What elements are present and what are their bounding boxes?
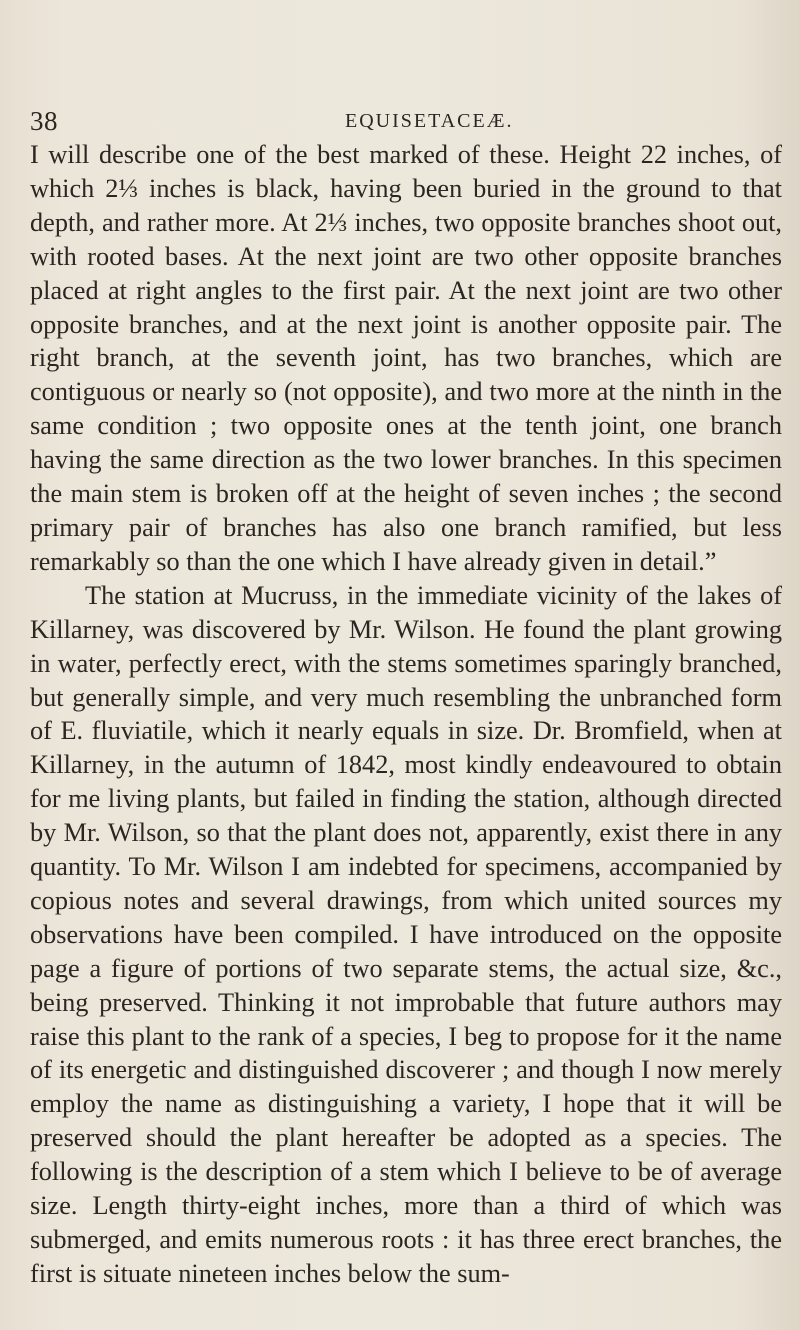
page-header xyxy=(0,106,800,136)
running-head: EQUISETACEÆ. xyxy=(345,110,514,132)
paragraph-mucruss-station: The station at Mucruss, in the immediate vicinity of the lakes of Killarney, was discovered by Mr. Wilson. He found the plant growing in water, perfectly erect, with the stems sometimes sparingly branched, but generally simple, and very much resembling the unbranched form of E. fluviatile, which it nearly equals in size. Dr. Bromfield, when at Killarney, in the autumn of 1842, most kindly endeavoured to obtain for me living plants, but failed in finding the station, although directed by Mr. Wilson, so that the plant does not, apparently, exist there in any quantity. To Mr. Wilson I am indebted for specimens, accompanied by copious notes and several drawings, from which united sources my observations have been compiled. I have introduced on the opposite page a figure of portions of two separate stems, the actual size, &c., being preserved. Thinking it not improbable that future authors may raise this plant to the rank of a species, I beg to propose for it the name of its energetic and distinguished discoverer ; and though I now merely employ the name as distinguishing a variety, I hope that it will be preserved should the plant hereafter be adopted as a species. The following is the description of a stem which I believe to be of average size. Length thirty-eight inches, more than a third of which was submerged, and emits numerous roots : it has three erect branches, the first is situate nineteen inches below the sum- xyxy=(30,580,782,1288)
page-number: 38 xyxy=(30,106,58,136)
paragraph-continued: I will describe one of the best marked of these. Height 22 inches, of which 2⅓ inches is black, having been buried in the ground to that depth, and rather more. At 2⅓ inches, two opposite branches shoot out, with rooted bases. At the next joint are two other opposite branches placed at right angles to the first pair. At the next joint are two other opposite branches, and at the next joint is another opposite pair. The right branch, at the seventh joint, has two branches, which are contiguous or nearly so (not opposite), and two more at the ninth in the same condition ; two opposite ones at the tenth joint, one branch having the same direction as the two lower branches. In this specimen the main stem is broken off at the height of seven inches ; the second primary pair of branches has also one branch ramified, but less remarkably so than the one which I have already given in detail.” xyxy=(30,140,782,576)
body-text xyxy=(30,138,782,1291)
